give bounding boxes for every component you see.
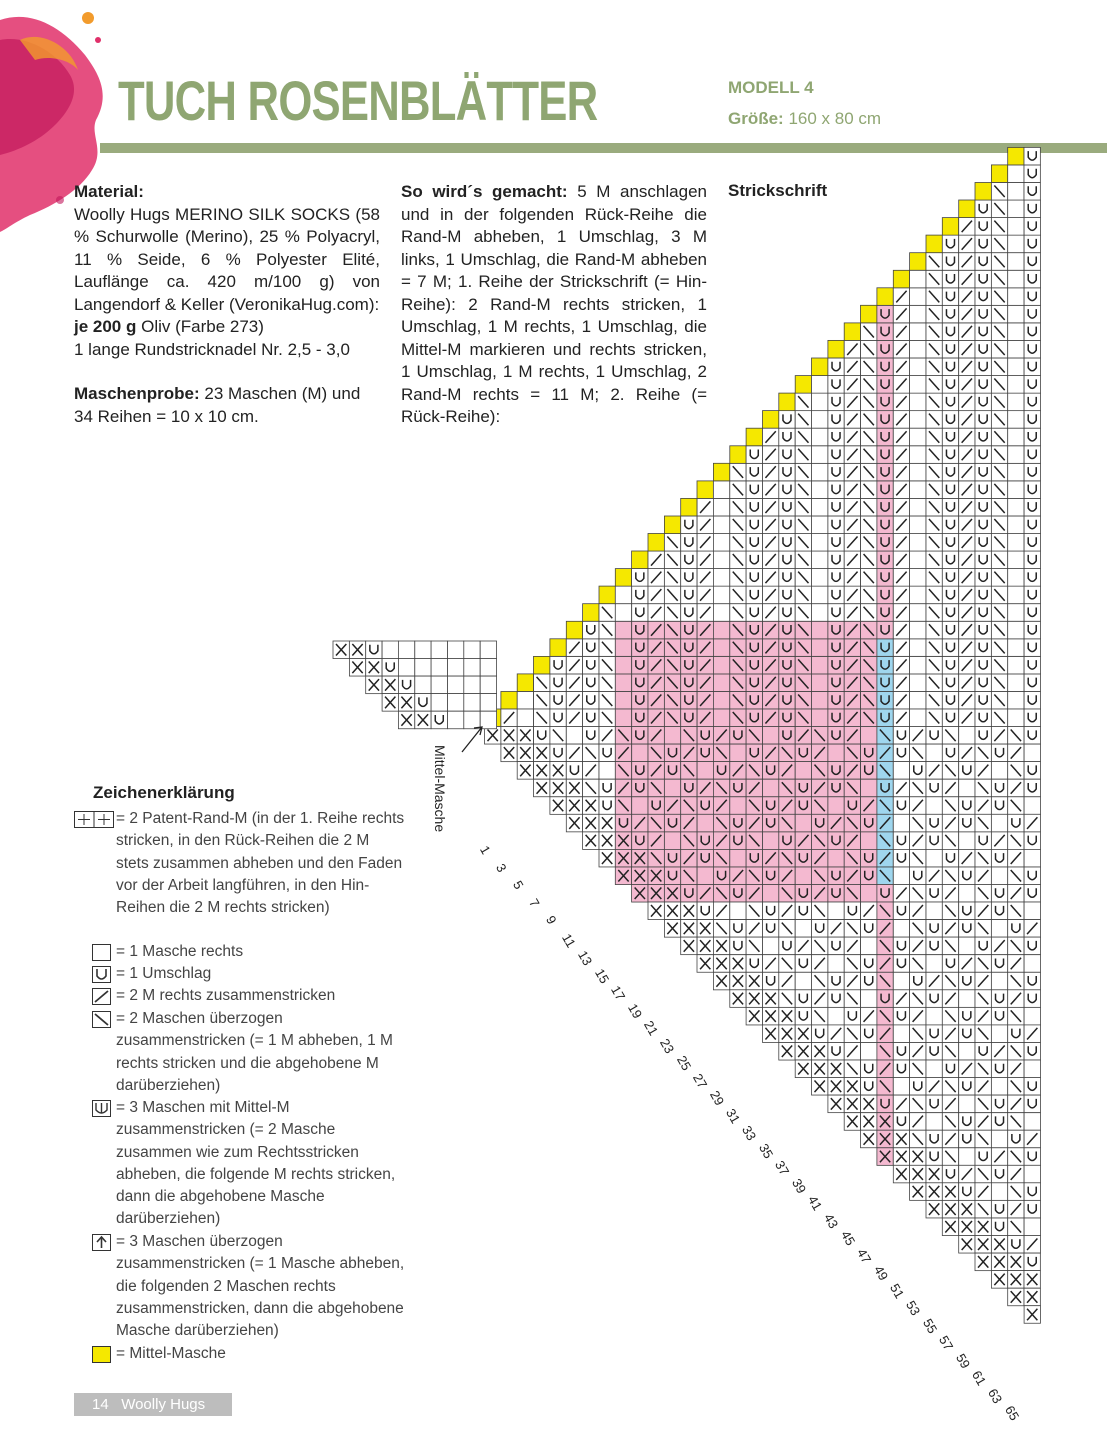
model-label: MODELL 4 [728,78,814,97]
ssk-icon [92,1011,111,1028]
material-needle: 1 lange Rundstricknadel Nr. 2,5 - 3,0 [74,339,350,359]
row-number-label: 23 [657,1035,678,1056]
row-number-label: 43 [821,1210,842,1231]
page-footer [74,1393,232,1416]
amount-bold: je 200 g [74,317,137,336]
legend-text: = 1 Masche rechts [116,943,244,960]
instructions-text: 5 M anschlagen und in der folgenden Rück-Reihe die Rand-M abheben, 1 Umschlag, 3 M links, 1 Umschlag, die Rand-M abheben = 7 M; 1. Reihe der Strickschrift (= Hin-Reihe): 2 Rand-M rechts stricken, 1 Umschlag, 1 M rechts, 1 Umschlag, die Mittel-M markieren und rechts stricken, 1 Umschlag, 1 M rechts, 1 Umschlag, 2 Rand-M rechts = 11 M; 2. Reihe (= Rück-Reihe): [401,182,707,426]
material-heading: Material: [74,182,144,201]
legend-item-knit [74,941,404,963]
row-number-label: 33 [739,1123,760,1144]
row-number-label: 49 [870,1263,891,1284]
row-number-label: 27 [690,1070,711,1091]
mittel-arrow-icon [462,727,482,752]
legend-item-ssk [74,1008,404,1096]
row-number-label: 53 [903,1298,924,1319]
row-number-label: 55 [919,1315,941,1336]
row-number-label: 41 [805,1193,826,1214]
size-label: Größe: [728,109,784,128]
legend-item-center-dec [74,1097,404,1229]
row-number-label: 5 [509,878,527,892]
page-title: TUCH ROSENBLÄTTER [118,69,598,132]
row-number-label: 35 [755,1140,777,1161]
legend-text: = 2 M rechts zusammenstricken [116,987,336,1004]
legend-text: = Mittel-Masche [116,1345,226,1362]
instructions-heading: So wird´s gemacht: [401,182,568,201]
footer-brand: Woolly Hugs [121,1396,206,1413]
yarn-over-icon [92,966,111,983]
row-number-label: 37 [772,1158,793,1179]
center-stitch-icon [92,1346,111,1363]
row-number-label: 65 [1001,1403,1023,1424]
row-number-label: 61 [969,1368,990,1389]
row-number-label: 9 [542,913,560,927]
legend-text: = 1 Umschlag [116,965,212,982]
row-number-label: 19 [624,1000,645,1021]
sk2p-icon [92,1234,111,1251]
row-number-label: 17 [608,983,629,1004]
legend-text: = 3 Maschen überzogen zusammenstricken (= 1 Masche abheben, die folgenden 2 Maschen rechts zusammenstricken, dann die abgehobene Masche darüberziehen) [116,1233,405,1340]
row-number-label: 29 [706,1088,727,1109]
gauge-heading: Maschenprobe: [74,384,200,403]
gauge-text: 23 Maschen (M) und 34 Reihen = 10 x 10 cm. [74,384,361,426]
amount-rest: Oliv (Farbe 273) [141,317,264,336]
row-number-label: 59 [952,1350,973,1371]
row-number-label: 25 [673,1053,695,1074]
legend-text: = 2 Patent-Rand-M (in der 1. Reihe rechts stricken, in den Rück-Reihen die 2 M stets zusammen abheben und den Faden vor der Arbeit langführen, in den Hin-Reihen die 2 M rechts stricken) [116,810,405,917]
row-number-label: 31 [723,1105,744,1126]
patent-edge-icon [74,811,114,828]
chart-grid [333,147,1040,1323]
material-yarn: Woolly Hugs MERINO SILK SOCKS (58 % Schurwolle (Merino), 25 % Polyacryl, 11 % Seide, 6 % Polyester Elité, Lauflänge ca. 420 m/100 g) von Langendorf & Keller (VeronikaHug.com): [74,204,380,314]
legend-item-yo [74,963,404,985]
row-number-label: 3 [493,860,511,875]
legend-title: Zeichenerklärung [93,783,235,802]
page-number: 14 [92,1396,109,1413]
row-number-label: 1 [477,843,494,857]
row-number-label: 39 [788,1175,809,1196]
row-number-label: 51 [887,1280,908,1301]
legend-item-center-stitch [74,1343,404,1365]
legend-text: = 2 Maschen überzogen zusammenstricken (= 1 M abheben, 1 M rechts stricken und die abgehobene M darüberziehen) [116,1010,393,1094]
row-number-label: 21 [641,1018,662,1039]
legend-item-sk2p [74,1231,404,1341]
legend-item-k2tog [74,985,404,1007]
row-number-label: 47 [854,1245,875,1266]
row-number-label: 45 [837,1228,859,1249]
legend-item-patent [74,808,404,938]
row-number-label: 11 [559,930,579,950]
k2tog-icon [92,988,111,1005]
row-number-label: 63 [985,1385,1006,1406]
center-dec-icon [92,1100,111,1117]
knit-icon [92,944,111,961]
size-value: 160 x 80 cm [788,109,882,128]
mittel-masche-label: Mittel-Masche [432,745,448,833]
row-number-label: 57 [936,1333,957,1354]
legend-text: = 3 Maschen mit Mittel-M zusammenstricken (= 2 Masche zusammen wie zum Rechtsstricken abheben, die folgende M rechts stricken, dann die abgehobene Masche darüberziehen) [116,1099,396,1228]
row-number-label: 7 [526,895,543,910]
row-number-label: 15 [591,965,613,986]
row-number-label: 13 [575,948,596,969]
chart-heading: Strickschrift [728,181,828,200]
